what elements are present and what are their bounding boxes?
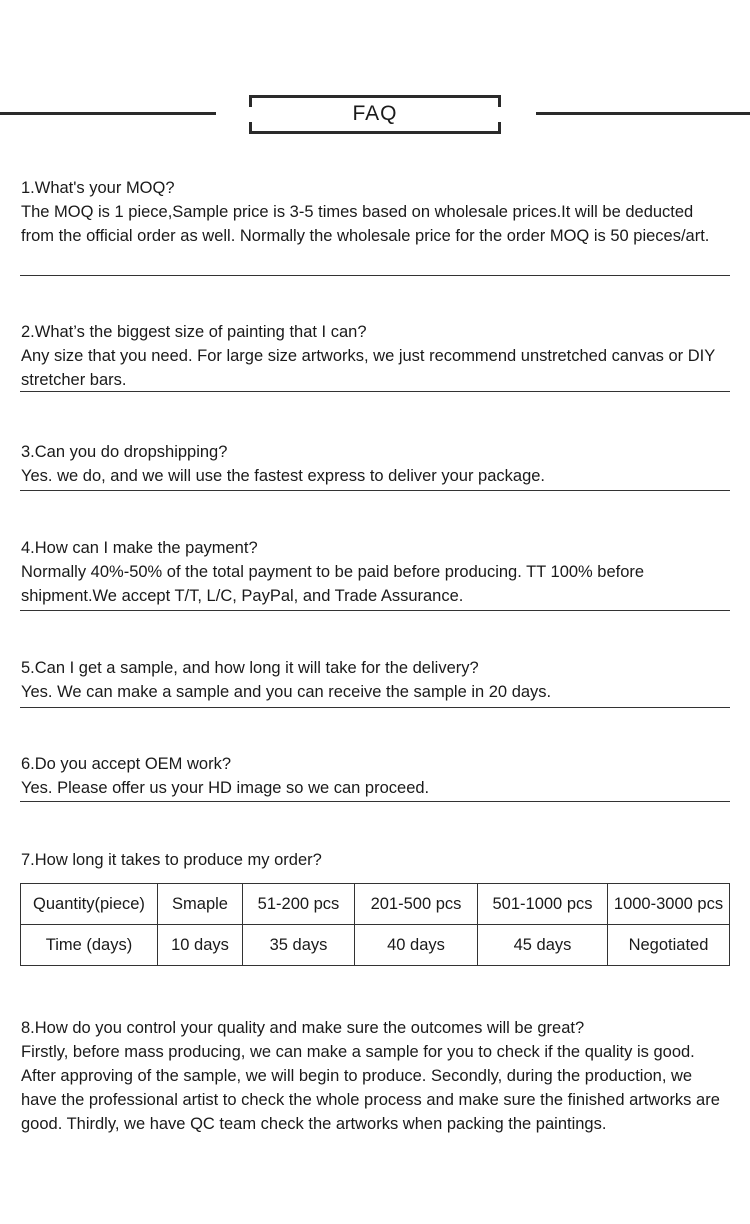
table-cell: Time (days) xyxy=(21,925,158,966)
table-cell: 35 days xyxy=(243,925,355,966)
faq-answer: Yes. We can make a sample and you can receive the sample in 20 days. xyxy=(21,683,552,701)
faq-item-2 xyxy=(21,320,730,392)
table-cell: 201-500 pcs xyxy=(355,884,478,925)
faq-question: 6.Do you accept OEM work? xyxy=(21,755,232,773)
table-cell: 10 days xyxy=(158,925,243,966)
faq-question: 4.How can I make the payment? xyxy=(21,539,258,557)
faq-question: 2.What’s the biggest size of painting that I can? xyxy=(21,323,367,341)
faq-item-1 xyxy=(21,176,730,248)
divider xyxy=(20,801,730,802)
divider xyxy=(20,275,730,276)
faq-item-4 xyxy=(21,536,730,608)
table-cell: Quantity(piece) xyxy=(21,884,158,925)
page-title: FAQ xyxy=(352,102,398,125)
faq-answer: Yes. we do, and we will use the fastest express to deliver your package. xyxy=(21,467,546,485)
faq-answer: Normally 40%-50% of the total payment to be paid before producing. TT 100% before shipment.We accept T/T, L/C, PayPal, and Trade Assurance. xyxy=(21,563,645,605)
faq-question: 3.Can you do dropshipping? xyxy=(21,443,228,461)
table-cell: Smaple xyxy=(158,884,243,925)
table-row xyxy=(21,884,730,925)
table-cell: Negotiated xyxy=(608,925,730,966)
divider xyxy=(20,707,730,708)
divider xyxy=(20,610,730,611)
faq-item-3 xyxy=(21,440,730,488)
faq-question: 8.How do you control your quality and make sure the outcomes will be great? xyxy=(21,1019,585,1037)
production-time-table xyxy=(20,883,730,966)
table-cell: 40 days xyxy=(355,925,478,966)
table-cell: 45 days xyxy=(478,925,608,966)
table-cell: 1000-3000 pcs xyxy=(608,884,730,925)
faq-question: 1.What's your MOQ? xyxy=(21,179,175,197)
faq-answer: Yes. Please offer us your HD image so we can proceed. xyxy=(21,779,430,797)
faq-item-5 xyxy=(21,656,730,704)
faq-item-8 xyxy=(21,1016,730,1136)
divider xyxy=(20,391,730,392)
faq-item-7 xyxy=(21,848,730,872)
table-row xyxy=(21,925,730,966)
faq-item-6 xyxy=(21,752,730,800)
faq-answer: Firstly, before mass producing, we can make a sample for you to check if the quality is good. After approving of the sample, we will begin to produce. Secondly, during the production, we have the professional artist to check the whole process and make sure the finished artworks are good. Thirdly, we have QC team check the artworks when packing the paintings. xyxy=(21,1043,720,1133)
divider xyxy=(20,490,730,491)
table-cell: 501-1000 pcs xyxy=(478,884,608,925)
faq-question: 5.Can I get a sample, and how long it will take for the delivery? xyxy=(21,659,479,677)
header-rule-left xyxy=(0,112,216,115)
header-rule-right xyxy=(536,112,750,115)
faq-title-frame xyxy=(249,95,501,134)
table-cell: 51-200 pcs xyxy=(243,884,355,925)
faq-answer: The MOQ is 1 piece,Sample price is 3-5 times based on wholesale prices.It will be deducted from the official order as well. Normally the wholesale price for the order MOQ is 50 pieces/art. xyxy=(21,203,710,245)
faq-question: 7.How long it takes to produce my order? xyxy=(21,851,322,869)
faq-answer: Any size that you need. For large size artworks, we just recommend unstretched canvas or DIY stretcher bars. xyxy=(21,347,715,389)
